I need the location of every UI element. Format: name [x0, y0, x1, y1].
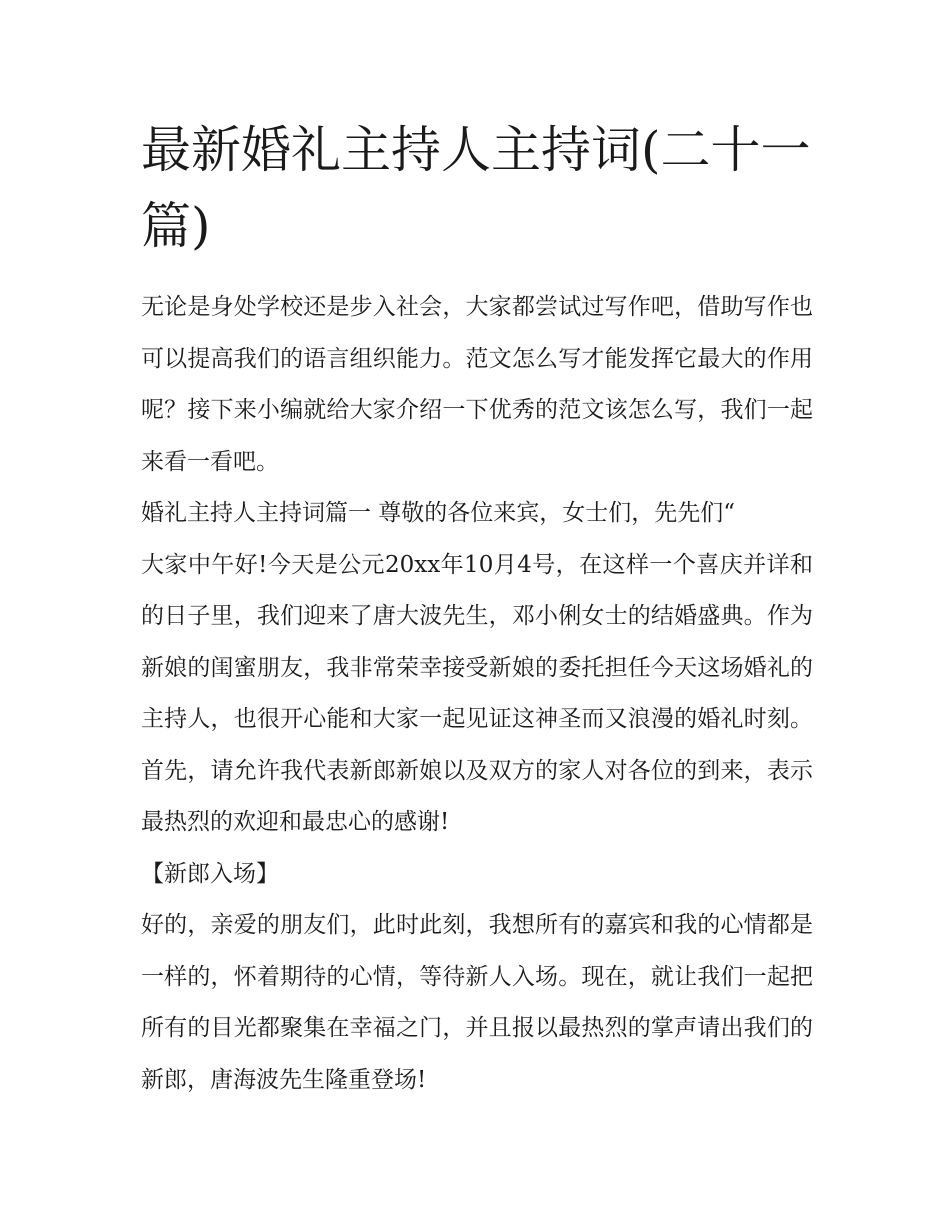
greeting-paragraph: 大家中午好!今天是公元20xx年10月4号，在这样一个喜庆并详和的日子里，我们迎来了唐大波先生，邓小俐女士的结婚盛典。作为新娘的闺蜜朋友，我非常荣幸接受新娘的委托担任今天这场婚礼的主持人，也很开心能和大家一起见证这神圣而又浪漫的婚礼时刻。首先，请允许我代表新郎新娘以及双方的家人对各位的到来，表示最热烈的欢迎和最忠心的感谢! — [141, 551, 813, 835]
groom-entrance-paragraph: 好的，亲爱的朋友们，此时此刻，我想所有的嘉宾和我的心情都是一样的，怀着期待的心情，等待新人入场。现在，就让我们一起把所有的目光都聚集在幸福之门，并且报以最热烈的掌声请出我们的新郎，唐海波先生隆重登场! — [141, 912, 813, 1093]
stage-direction: 【新郎入场】 — [141, 860, 279, 887]
section-heading-paragraph: 婚礼主持人主持词篇一 尊敬的各位来宾，女士们，先先们“ — [141, 500, 736, 526]
document-body — [141, 112, 813, 1106]
document-title: 最新婚礼主持人主持词(二十一篇) — [141, 121, 811, 255]
intro-paragraph: 无论是身处学校还是步入社会，大家都尝试过写作吧，借助写作也可以提高我们的语言组织能力。范文怎么写才能发挥它最大的作用呢？接下来小编就给大家介绍一下优秀的范文该怎么写，我们一起来看一看吧。 — [141, 294, 813, 475]
